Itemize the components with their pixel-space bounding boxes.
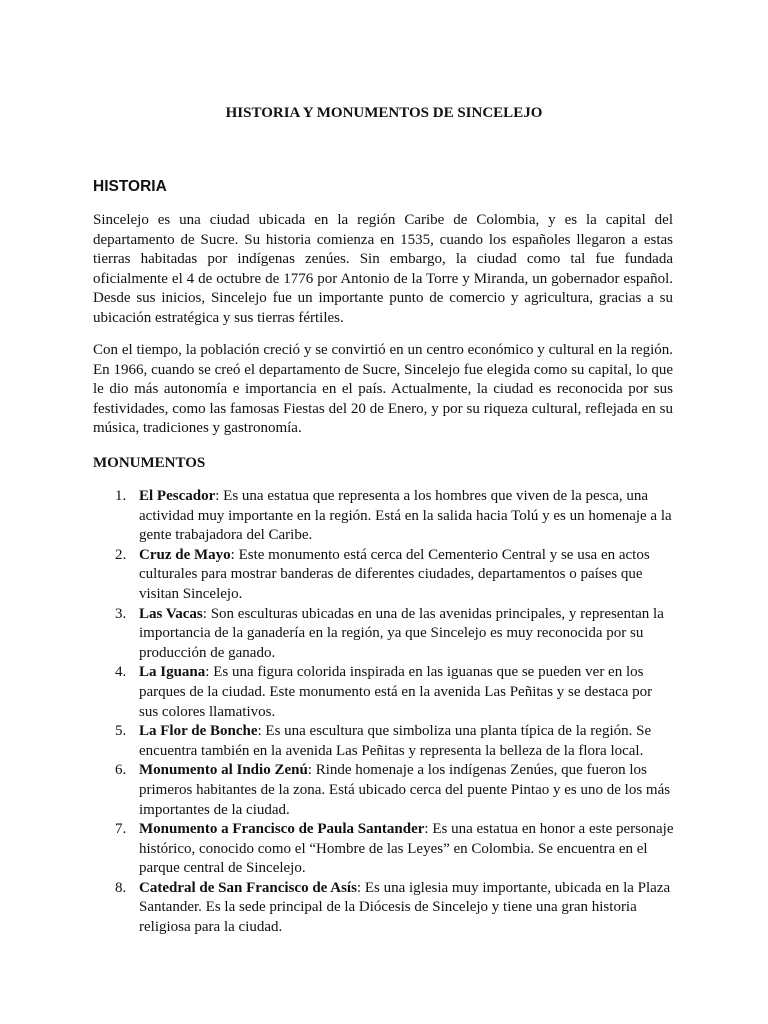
list-item-number: 7. bbox=[115, 821, 127, 838]
list-item bbox=[93, 820, 675, 879]
list-item bbox=[93, 605, 675, 664]
history-paragraph: Sincelejo es una ciudad ubicada en la región Caribe de Colombia, y es la capital del departamento de Sucre. Su historia comienza en 1535, cuando los españoles llegaron a estas tierras habitadas por indígenas zenúes. Sin embargo, la ciudad como tal fue fundada oficialmente el 4 de octubre de 1776 por Antonio de la Torre y Miranda, un gobernador español. Desde sus inicios, Sincelejo fue un importante punto de comercio y agricultura, gracias a su ubicación estratégica y sus tierras fértiles. bbox=[93, 212, 673, 326]
list-item bbox=[93, 487, 675, 546]
monument-description: : Son esculturas ubicadas en una de las avenidas principales, y representan la importancia de la ganadería en la región, ya que Sincelejo es muy reconocida por su producción de ganado. bbox=[139, 605, 664, 661]
list-item-number: 3. bbox=[115, 605, 127, 622]
monument-name: El Pescador bbox=[139, 488, 216, 504]
list-item bbox=[93, 663, 675, 722]
list-item bbox=[93, 761, 675, 820]
list-item bbox=[93, 879, 675, 938]
list-item bbox=[93, 722, 675, 761]
monument-name: Catedral de San Francisco de Asís bbox=[139, 879, 357, 896]
list-item-number: 5. bbox=[115, 723, 127, 740]
list-item-number: 8. bbox=[115, 879, 127, 896]
monument-description: : Este monumento está cerca del Cementerio Central y se usa en actos culturales para mostrar banderas de diferentes ciudades, departamentos o países que visitan Sincelejo. bbox=[139, 546, 650, 602]
history-heading: HISTORIA bbox=[93, 178, 167, 195]
monument-description: : Es una estatua que representa a los hombres que viven de la pesca, una actividad muy importante en la región. Está en la salida hacia Tolú y es un homenaje a la gente trabajadora del Caribe. bbox=[139, 488, 672, 544]
monument-name: La Flor de Bonche bbox=[139, 723, 258, 740]
list-item-number: 1. bbox=[115, 488, 127, 504]
monument-name: La Iguana bbox=[139, 664, 206, 681]
monument-name: Monumento al Indio Zenú bbox=[139, 762, 308, 779]
list-item-number: 4. bbox=[115, 664, 127, 681]
list-item-number: 6. bbox=[115, 762, 127, 779]
monument-description: : Rinde homenaje a los indígenas Zenúes, que fueron los primeros habitantes de la zona. Está ubicado cerca del puente Pintao y es uno de los más importantes de la ciudad. bbox=[139, 762, 671, 818]
history-paragraph: Con el tiempo, la población creció y se convirtió en un centro económico y cultural en la región. En 1966, cuando se creó el departamento de Sucre, Sincelejo fue elegida como su capital, lo que le dio más autonomía e importancia en el país. Actualmente, la ciudad es reconocida por sus festividades, como las famosas Fiestas del 20 de Enero, y por su riqueza cultural, reflejada en su música, tradiciones y gastronomía. bbox=[93, 342, 673, 437]
monument-description: : Es una iglesia muy importante, ubicada en la Plaza Santander. Es la sede principal de la Diócesis de Sincelejo y tiene una gran historia religiosa para la ciudad. bbox=[139, 879, 671, 936]
monument-name: Monumento a Francisco de Paula Santander bbox=[139, 821, 425, 838]
list-item-number: 2. bbox=[115, 546, 127, 563]
monuments-heading: MONUMENTOS bbox=[93, 455, 206, 471]
list-item bbox=[93, 546, 675, 605]
monument-description: : Es una escultura que simboliza una planta típica de la región. Se encuentra también en la avenida Las Peñitas y representa la belleza de la flora local. bbox=[139, 723, 652, 759]
monument-name: Cruz de Mayo bbox=[139, 546, 231, 563]
monument-description: : Es una estatua en honor a este personaje histórico, conocido como el “Hombre de las Leyes” en Colombia. Se encuentra en el parque central de Sincelejo. bbox=[139, 821, 674, 877]
monument-name: Las Vacas bbox=[139, 605, 203, 622]
monument-description: : Es una figura colorida inspirada en las iguanas que se pueden ver en los parques de la ciudad. Este monumento está en la avenida Las Peñitas y se destaca por sus colores llamativos. bbox=[139, 664, 653, 720]
document-title: HISTORIA Y MONUMENTOS DE SINCELEJO bbox=[225, 105, 543, 121]
monuments-list bbox=[93, 487, 675, 938]
